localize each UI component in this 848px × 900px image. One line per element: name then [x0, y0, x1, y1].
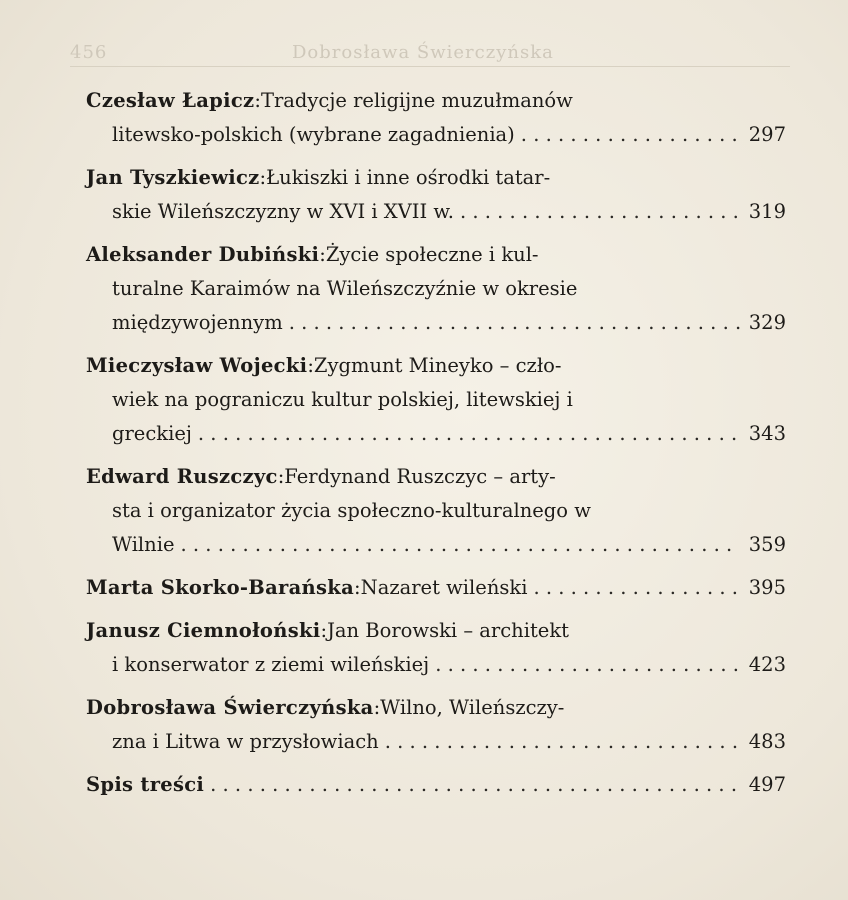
- toc-entry-line: [86, 118, 786, 152]
- toc-title-text: sta i organizator życia społeczno-kulturalnego w: [112, 499, 591, 522]
- toc-title-text: Wilno, Wileńszczy-: [380, 696, 565, 719]
- toc-author: Mieczysław Wojecki: [86, 354, 308, 377]
- toc-title-text: międzywojennym: [112, 311, 283, 334]
- toc-entry: [86, 614, 786, 682]
- toc-entry-line: [86, 571, 786, 605]
- toc-entry: [86, 571, 786, 605]
- toc-entry: [86, 84, 786, 152]
- toc-author: Janusz Ciemnołoński: [86, 619, 321, 642]
- ghost-running-author: Dobrosława Świerczyńska: [292, 42, 554, 63]
- toc-separator: :: [259, 166, 267, 189]
- toc-entry-line: [86, 494, 786, 528]
- toc-page-number: 329: [748, 311, 786, 334]
- toc-entry-line: [86, 349, 786, 383]
- toc-entry: [86, 161, 786, 229]
- toc-title-text: greckiej: [112, 422, 192, 445]
- toc-title-text: Zygmunt Mineyko – czło-: [313, 354, 562, 377]
- toc-page-number: 497: [748, 773, 786, 796]
- toc-separator: :: [277, 465, 285, 488]
- toc-entry: [86, 768, 786, 802]
- toc-author: Edward Ruszczyc: [86, 465, 278, 488]
- toc-entry: [86, 238, 786, 340]
- toc-title-text: Tradycje religijne muzułmanów: [260, 89, 573, 112]
- toc-page-number: 395: [748, 576, 786, 599]
- toc-title-text: turalne Karaimów na Wileńszczyźnie w okresie: [112, 277, 578, 300]
- toc-separator: :: [354, 576, 361, 599]
- toc-entry-line: [86, 614, 786, 648]
- toc-title-text: Wilnie: [112, 533, 175, 556]
- toc-title-text: zna i Litwa w przysłowiach: [112, 730, 379, 753]
- toc-entry: [86, 460, 786, 562]
- toc-page-number: 319: [748, 200, 786, 223]
- dot-leader: [533, 571, 740, 605]
- toc-separator: :: [254, 89, 261, 112]
- toc-entry-line: [86, 691, 786, 725]
- toc-entry-line: [86, 460, 786, 494]
- toc-title-text: Ferdynand Ruszczyc – arty-: [284, 465, 556, 488]
- toc-entry-line: [86, 383, 786, 417]
- dot-leader: [435, 648, 740, 682]
- toc-entry-line: [86, 306, 786, 340]
- toc-entry-line: [86, 195, 786, 229]
- toc-author: Marta Skorko-Barańska: [86, 576, 355, 599]
- toc-separator: :: [320, 619, 328, 642]
- toc-separator: :: [307, 354, 314, 377]
- toc-entry-line: [86, 272, 786, 306]
- dot-leader: [460, 195, 740, 229]
- dot-leader: [198, 417, 740, 451]
- dot-leader: [289, 306, 740, 340]
- toc-entry-line: [86, 648, 786, 682]
- toc-title-text: Nazaret wileński: [360, 576, 528, 599]
- ghost-page-number: 456: [70, 42, 108, 63]
- dot-leader: [210, 768, 740, 802]
- bleed-through-header: [70, 40, 790, 67]
- toc-title-text: i konserwator z ziemi wileńskiej: [112, 653, 430, 676]
- toc-page-number: 297: [748, 123, 786, 146]
- toc-entry-line: [86, 238, 786, 272]
- toc-separator: :: [373, 696, 381, 719]
- dot-leader: [181, 528, 740, 562]
- toc-title-text: Łukiszki i inne ośrodki tatar-: [266, 166, 551, 189]
- toc-page-number: 483: [748, 730, 786, 753]
- toc-page-number: 359: [748, 533, 786, 556]
- toc-entry-line: [86, 84, 786, 118]
- toc-author: Jan Tyszkiewicz: [86, 166, 260, 189]
- toc-author: Aleksander Dubiński: [86, 243, 320, 266]
- toc-page-number: 343: [748, 422, 786, 445]
- toc-entry-line: [86, 417, 786, 451]
- toc-separator: :: [319, 243, 326, 266]
- toc-title-text: skie Wileńszczyzny w XVI i XVII w.: [112, 200, 454, 223]
- toc-title-text: Życie społeczne i kul-: [325, 243, 539, 266]
- toc-author: Spis treści: [86, 773, 205, 796]
- toc-entry: [86, 691, 786, 759]
- toc-entry: [86, 349, 786, 451]
- toc-author: Czesław Łapicz: [86, 89, 255, 112]
- toc-title-text: Jan Borowski – architekt: [327, 619, 569, 642]
- toc-page-number: 423: [748, 653, 786, 676]
- toc-entry-line: [86, 725, 786, 759]
- toc-entry-line: [86, 528, 786, 562]
- toc-author: Dobrosława Świerczyńska: [86, 696, 374, 719]
- table-of-contents: [86, 84, 786, 811]
- dot-leader: [385, 725, 740, 759]
- dot-leader: [521, 118, 740, 152]
- toc-title-text: wiek na pograniczu kultur polskiej, litewskiej i: [112, 388, 573, 411]
- toc-entry-line: [86, 768, 786, 802]
- toc-entry-line: [86, 161, 786, 195]
- toc-title-text: litewsko-polskich (wybrane zagadnienia): [112, 123, 515, 146]
